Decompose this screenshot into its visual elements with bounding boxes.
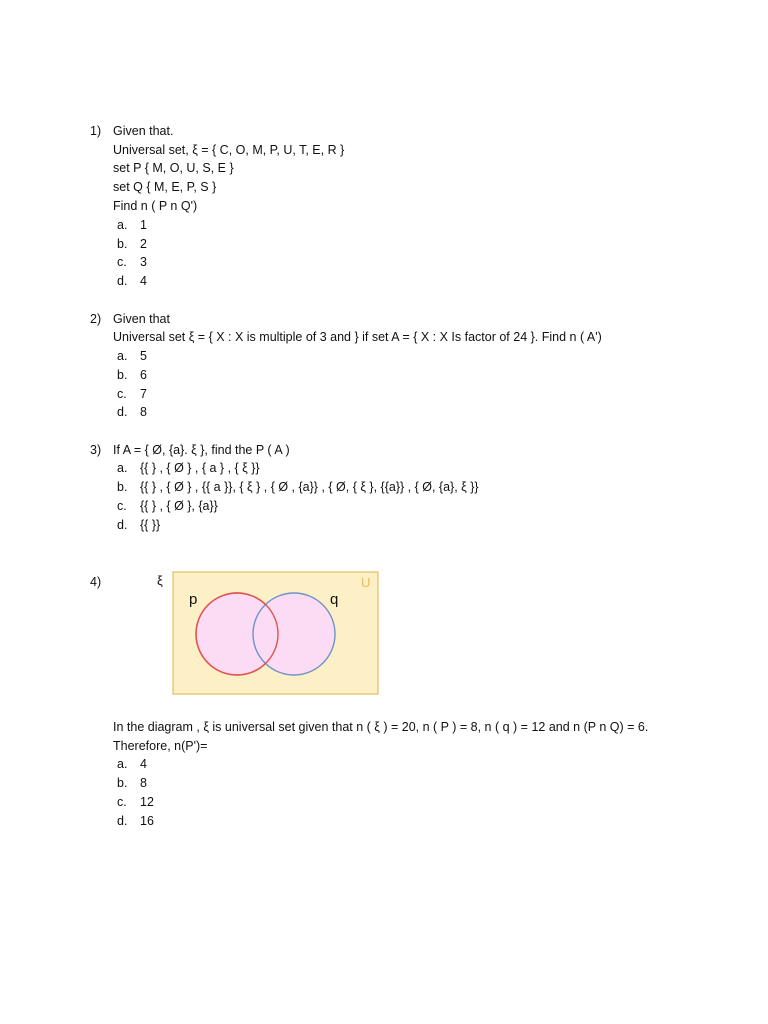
option-letter: a.	[117, 349, 128, 363]
option-letter: c.	[117, 255, 127, 269]
question-text-line: Find n ( P n Q')	[113, 199, 198, 213]
option-value: {{ } , { Ø }, {a}}	[140, 499, 218, 513]
question-text-line: If A = { Ø, {a}. ξ }, find the P ( A )	[113, 443, 290, 457]
option-value: {{ }}	[140, 518, 161, 532]
set-p-label: p	[189, 591, 198, 608]
question-number: 3)	[90, 443, 102, 457]
universal-set-label: U	[361, 575, 371, 590]
option-value: {{ } , { Ø } , { a } , { ξ }}	[140, 461, 260, 475]
venn-diagram	[155, 568, 385, 698]
option-value: 8	[140, 405, 147, 419]
question-text-line: set P { M, O, U, S, E }	[113, 161, 234, 175]
option-letter: c.	[117, 499, 127, 513]
universal-symbol: ξ	[157, 573, 163, 588]
option-letter: c.	[117, 795, 127, 809]
option-value: 3	[140, 255, 147, 269]
option-value: 5	[140, 349, 147, 363]
option-letter: b.	[117, 368, 128, 382]
option-value: 7	[140, 387, 147, 401]
option-letter: b.	[117, 237, 128, 251]
question-text-line: Therefore, n(P')=	[113, 739, 208, 753]
question-number: 4)	[90, 575, 102, 589]
option-letter: d.	[117, 814, 128, 828]
option-letter: d.	[117, 518, 128, 532]
option-value: 8	[140, 776, 147, 790]
option-letter: b.	[117, 776, 128, 790]
question-text-line: set Q { M, E, P, S }	[113, 180, 217, 194]
option-value: {{ } , { Ø } , {{ a }}, { ξ } , { Ø , {a}} , { Ø, { ξ }, {{a}} , { Ø, {a}, ξ }}	[140, 480, 479, 494]
option-letter: c.	[117, 387, 127, 401]
question-number: 1)	[90, 124, 102, 138]
venn-diagram-svg	[155, 568, 385, 698]
question-text-line: Universal set, ξ = { C, O, M, P, U, T, E, R }	[113, 143, 345, 157]
option-letter: a.	[117, 218, 128, 232]
option-value: 4	[140, 274, 147, 288]
question-number: 2)	[90, 312, 102, 326]
option-letter: b.	[117, 480, 128, 494]
question-text-line: In the diagram , ξ is universal set given that n ( ξ ) = 20, n ( P ) = 8, n ( q ) = 12 and n (P n Q) = 6.	[113, 720, 649, 734]
question-text-line: Universal set ξ = { X : X is multiple of 3 and } if set A = { X : X Is factor of 24 }. Find n ( A')	[113, 330, 602, 344]
option-letter: d.	[117, 274, 128, 288]
option-value: 6	[140, 368, 147, 382]
option-value: 2	[140, 237, 147, 251]
option-letter: a.	[117, 461, 128, 475]
option-value: 1	[140, 218, 147, 232]
option-value: 12	[140, 795, 154, 809]
question-text-line: Given that	[113, 312, 170, 326]
option-value: 16	[140, 814, 154, 828]
set-q-label: q	[330, 591, 339, 608]
option-letter: a.	[117, 757, 128, 771]
option-letter: d.	[117, 405, 128, 419]
question-text-line: Given that.	[113, 124, 174, 138]
option-value: 4	[140, 757, 147, 771]
